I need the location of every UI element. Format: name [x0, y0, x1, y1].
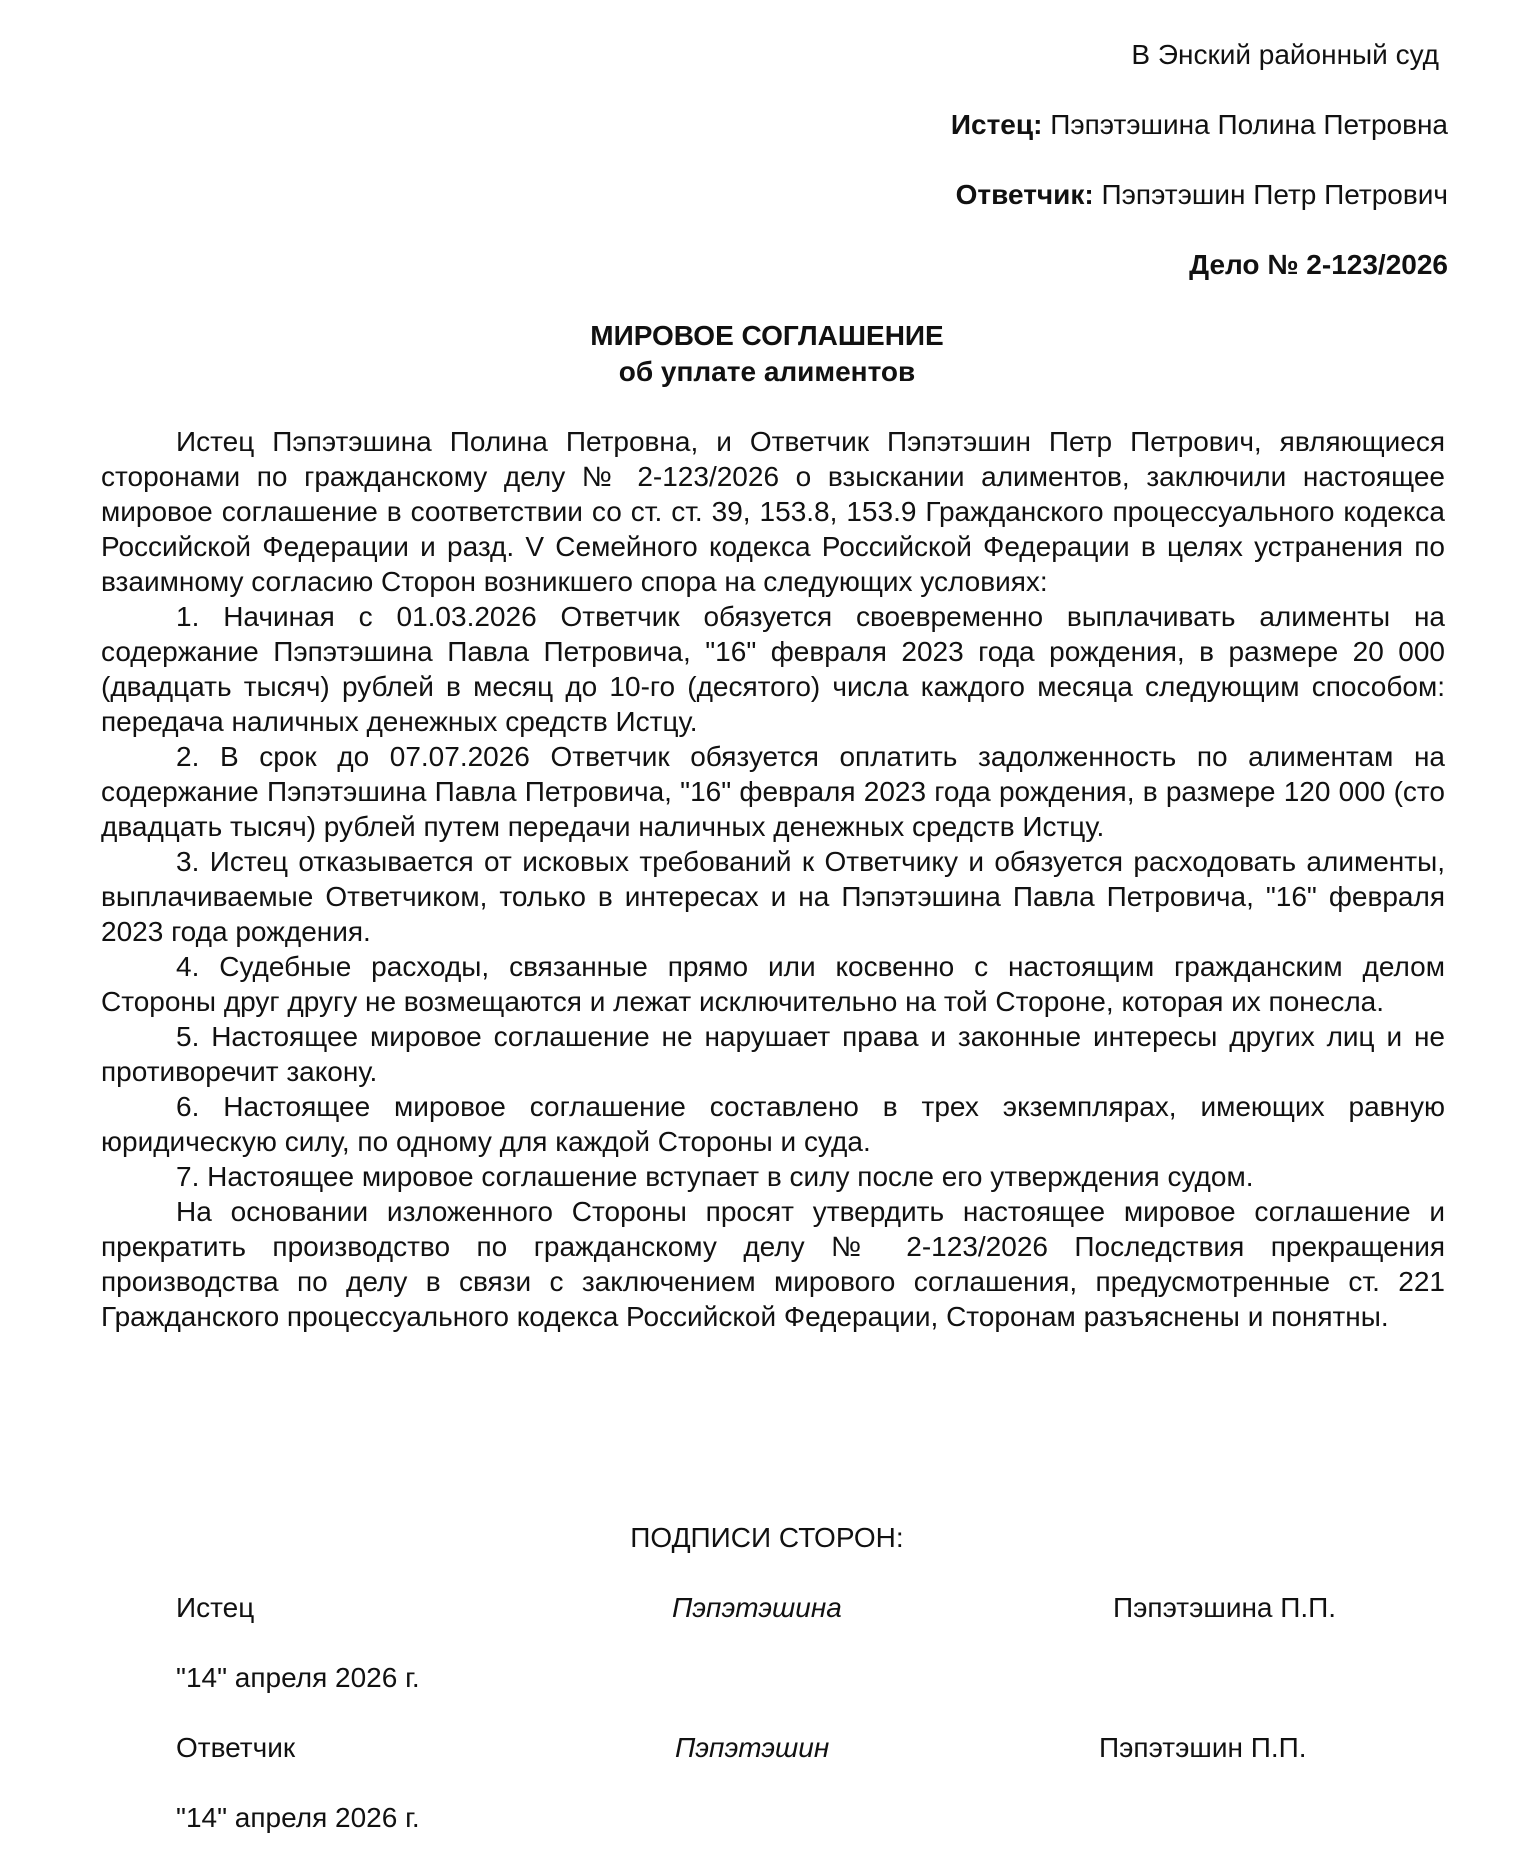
intro-paragraph: Истец Пэпэтэшина Полина Петровна, и Ответчик Пэпэтэшин Петр Петрович, являющиеся сторонами по гражданскому делу № 2-123/2026 о взыскании алиментов, заключили настоящее мировое соглашение в соответствии со ст. ст. 39, 153.8, 153.9 Гражданского процессуального кодекса Российской Федерации и разд. V Семейного кодекса Российской Федерации в целях устранения по взаимному согласию Сторон возникшего спора на следующих условиях: [101, 426, 1445, 597]
defendant-printed-name: Пэпэтэшин П.П. [1099, 1732, 1307, 1763]
title-line-2: об уплате алиментов [618, 356, 916, 387]
closing-paragraph: На основании изложенного Стороны просят утвердить настоящее мировое соглашение и прекратить производство по гражданскому делу № 2-123/2026 Последствия прекращения производства по делу в связи с заключением мирового соглашения, предусмотренные ст. 221 Гражданского процессуального кодекса Российской Федерации, Сторонам разъяснены и понятны. [101, 1196, 1445, 1332]
defendant-date: "14" апреля 2026 г. [176, 1802, 420, 1833]
plaintiff-label: Истец: [950, 109, 1043, 140]
document-title [0, 318, 1534, 390]
defendant-line [956, 178, 1448, 212]
clause-1: 1. Начиная с 01.03.2026 Ответчик обязуется своевременно выплачивать алименты на содержание Пэпэтэшина Павла Петровича, "16" февраля 2023 года рождения, в размере 20 000 (двадцать тысяч) рублей в месяц до 10-го (десятого) числа каждого месяца следующим способом: передача наличных денежных средств Истцу. [101, 601, 1445, 737]
plaintiff-line [951, 108, 1448, 142]
clause-6: 6. Настоящее мировое соглашение составлено в трех экземплярах, имеющих равную юридическую силу, по одному для каждой Стороны и суда. [101, 1091, 1445, 1157]
defendant-signature: Пэпэтэшин [675, 1732, 830, 1763]
plaintiff-signature: Пэпэтэшина [672, 1592, 842, 1623]
defendant-label: Ответчик: [955, 179, 1094, 210]
defendant-role: Ответчик [176, 1732, 296, 1763]
clause-2: 2. В срок до 07.07.2026 Ответчик обязуется оплатить задолженность по алиментам на содержание Пэпэтэшина Павла Петровича, "16" февраля 2023 года рождения, в размере 120 000 (сто двадцать тысяч) рублей путем передачи наличных денежных средств Истцу. [101, 741, 1445, 842]
defendant-name: Пэпэтэшин Петр Петрович [1101, 179, 1448, 210]
plaintiff-name: Пэпэтэшина Полина Петровна [1050, 109, 1448, 140]
title-line-1: МИРОВОЕ СОГЛАШЕНИЕ [590, 320, 944, 351]
clause-7: 7. Настоящее мировое соглашение вступает в силу после его утверждения судом. [176, 1161, 1254, 1192]
case-number: Дело № 2-123/2026 [1189, 249, 1448, 280]
plaintiff-printed-name: Пэпэтэшина П.П. [1113, 1592, 1337, 1623]
court-name: В Энский районный суд [1131, 39, 1439, 70]
plaintiff-role: Истец [176, 1592, 255, 1623]
clause-4: 4. Судебные расходы, связанные прямо или косвенно с настоящим гражданским делом Стороны друг другу не возмещаются и лежат исключительно на той Стороне, которая их понесла. [101, 951, 1445, 1017]
signatures-title: ПОДПИСИ СТОРОН: [630, 1522, 904, 1553]
plaintiff-date: "14" апреля 2026 г. [176, 1662, 420, 1693]
clause-5: 5. Настоящее мировое соглашение не нарушает права и законные интересы других лиц и не противоречит закону. [101, 1021, 1445, 1087]
agreement-body [101, 424, 1445, 1334]
clause-3: 3. Истец отказывается от исковых требований к Ответчику и обязуется расходовать алименты, выплачиваемые Ответчиком, только в интересах и на Пэпэтэшина Павла Петровича, "16" февраля 2023 года рождения. [101, 846, 1445, 947]
